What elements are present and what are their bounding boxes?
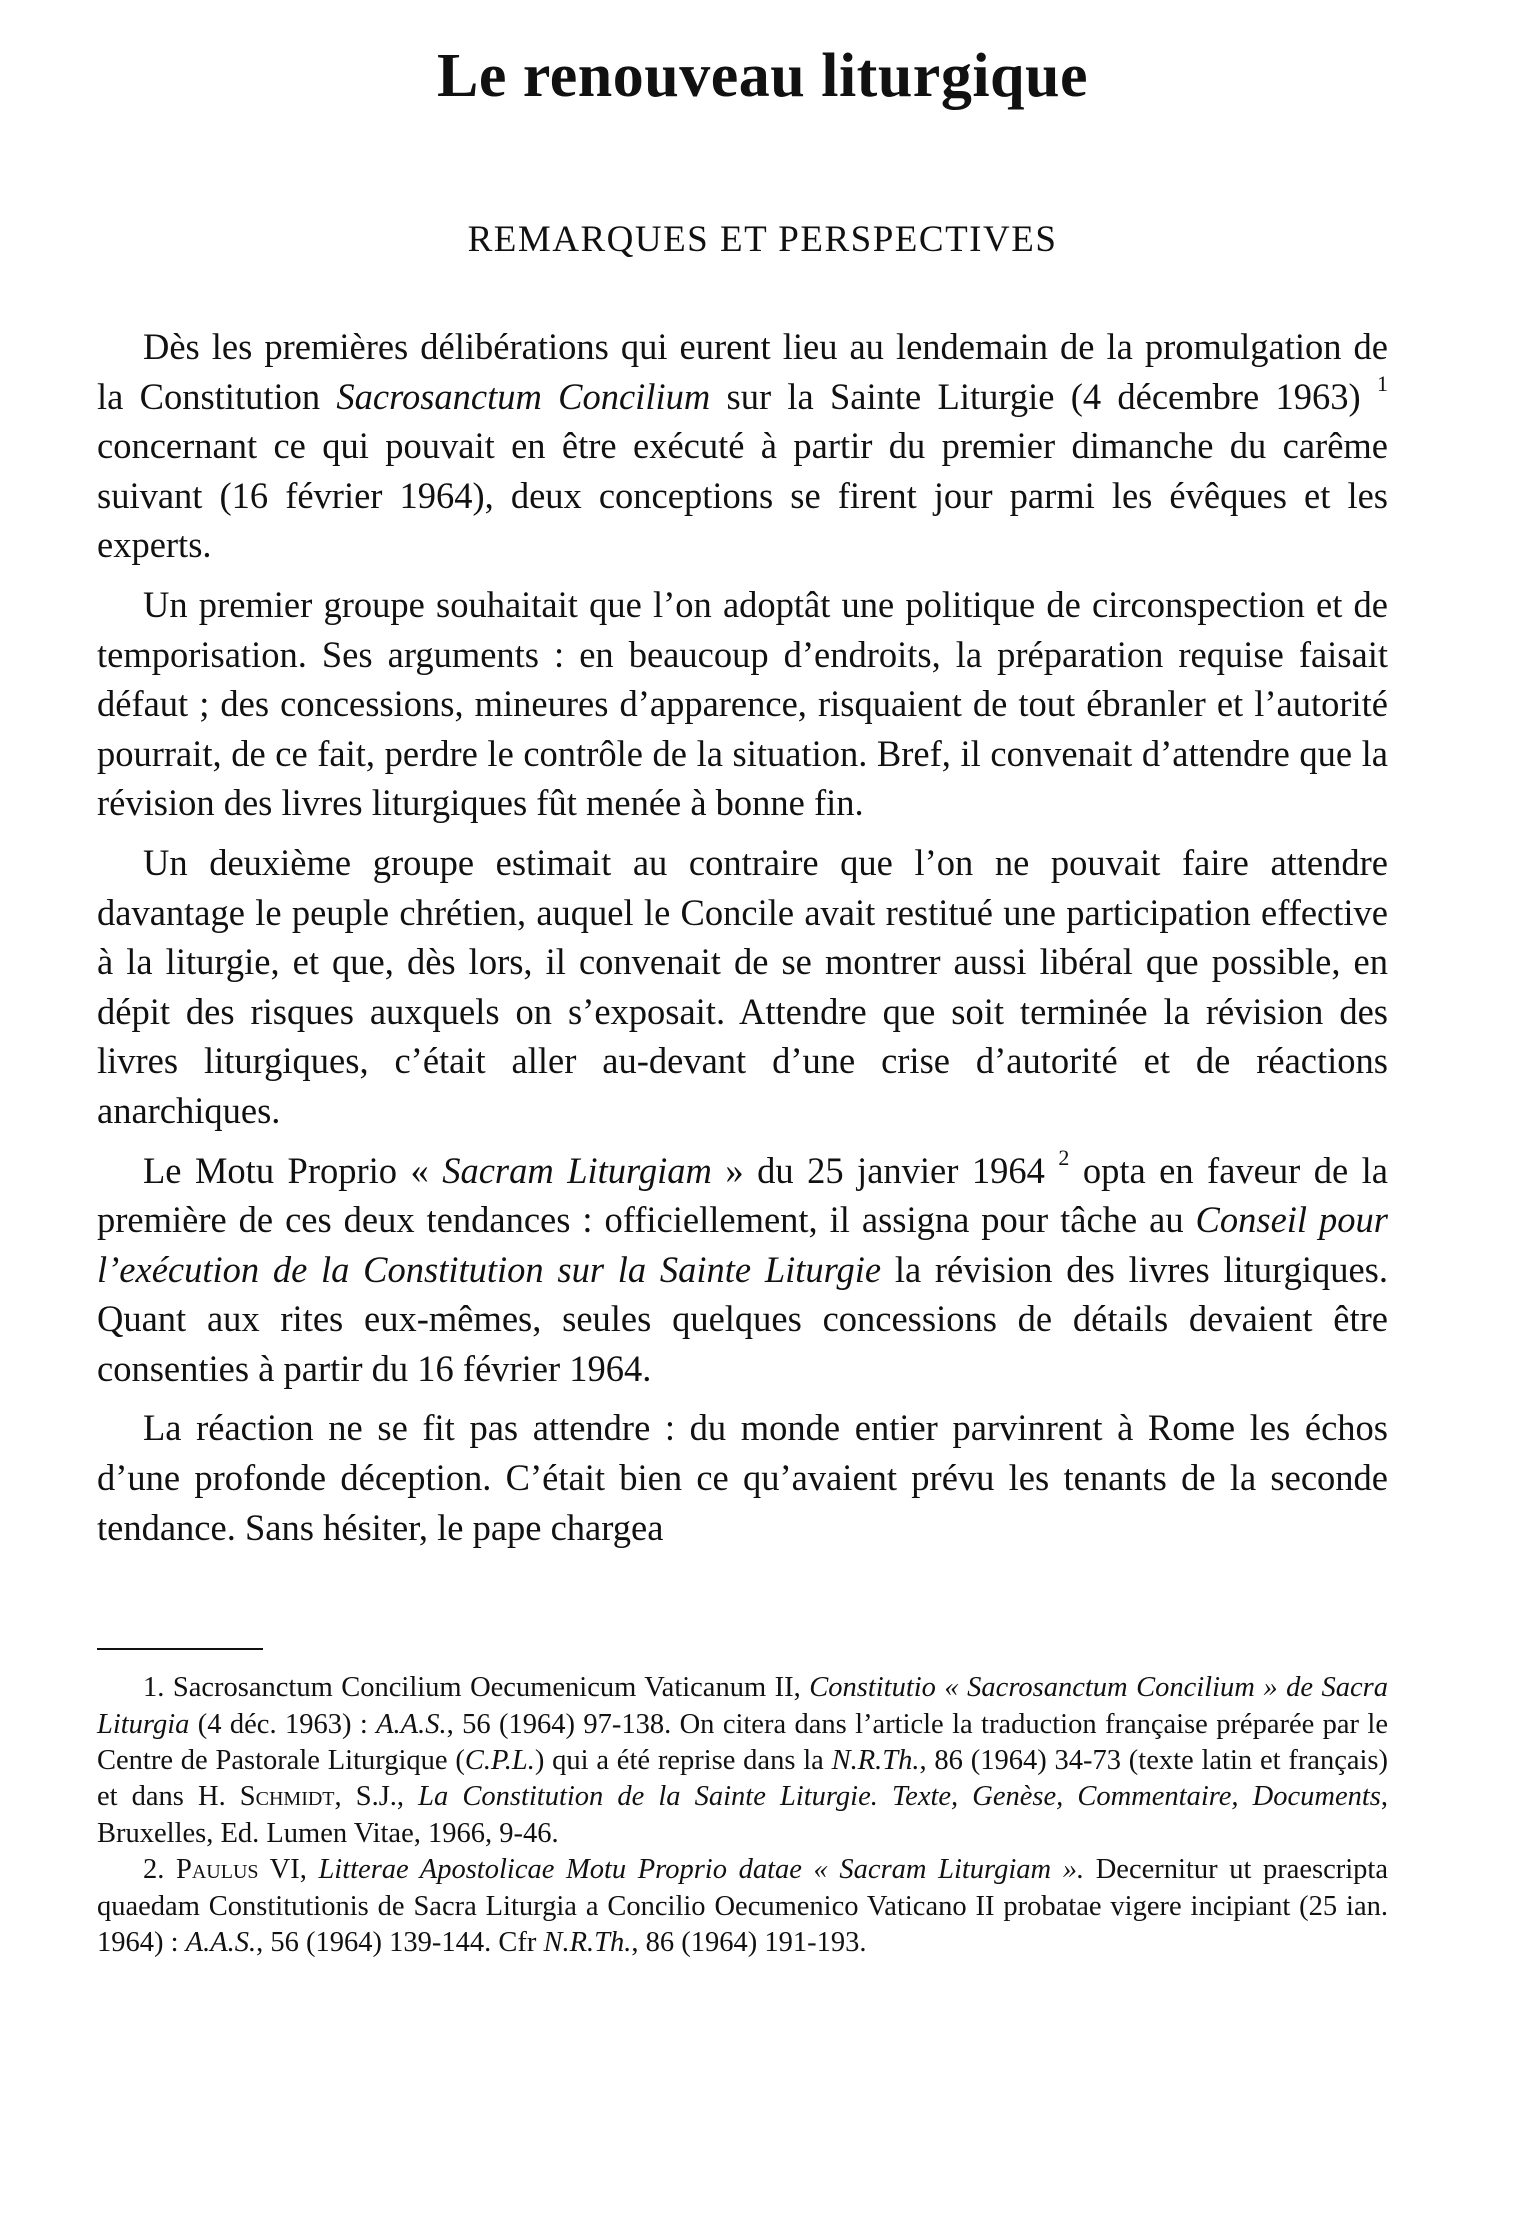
paragraph-2: Un premier groupe souhaitait que l’on adoptât une politique de circonspection et de temporisation. Ses arguments : en beaucoup d’endroits, la préparation requise faisait défaut ; des concessions, mineures d’apparence, risquaient de tout ébranler et l’autorité pourrait, de ce fait, perdre le contrôle de la situation. Bref, il convenait d’attendre que la révision des livres liturgiques fût menée à bonne fin. (97, 583, 1388, 824)
paragraph-4: Le Motu Proprio « Sacram Liturgiam » du 25 janvier 1964 $^2$ opta en faveur de la première de ces deux tendances : officiellement, il assigna pour tâche au Conseil pour l’exécution de la Constitution sur la Sainte Liturgie la révision des livres liturgiques. Quant aux rites eux-mêmes, seules quelques concessions de détails devaient être consenties à partir du 16 février 1964. (97, 1145, 1389, 1389)
page-title: Le renouveau liturgique (436, 42, 1089, 110)
footnote-2: 2. Paulus VI, Litterae Apostolicae Motu Proprio datae « Sacram Liturgiam ». Decernitur ut praescripta quaedam Constitutionis de Sacra Liturgia a Concilio Oecumenico Vaticano II probatae vigere incipiant (25 ian. 1964) : A.A.S., 56 (1964) 139-144. Cfr N.R.Th., 86 (1964) 191-193. (97, 1854, 1388, 1959)
footnote-ref-2: 2 (1058, 1145, 1070, 1171)
footnote-ref-1: 1 (1376, 371, 1388, 397)
emphasis-sacram-liturgiam: Sacram Liturgiam (442, 1149, 712, 1191)
footnotes (97, 1670, 1388, 1961)
paragraph-5: La réaction ne se fit pas attendre : du monde entier parvinrent à Rome les échos d’une profonde déception. C’était bien ce qu’avaient prévu les tenants de la seconde tendance. Sans hésiter, le pape chargea (97, 1407, 1388, 1548)
section-subtitle: REMARQUES ET PERSPECTIVES (467, 219, 1058, 260)
emphasis-conseil: Conseil pour l’exécution de la Constitution sur la Sainte Liturgie (97, 1199, 1388, 1290)
paragraph-1: Dès les premières délibérations qui eurent lieu au lendemain de la promulgation de la Constitution Sacrosanctum Concilium sur la Sainte Liturgie (4 décembre 1963) $^1$ concernant ce qui pouvait en être exécuté à partir du premier dimanche du carême suivant (16 février 1964), deux conceptions se firent jour parmi les évêques et les experts. (97, 326, 1388, 566)
emphasis-sacrosanctum: Sacrosanctum Concilium (336, 375, 711, 417)
footnote-1: 1. Sacrosanctum Concilium Oecumenicum Vaticanum II, Constitutio « Sacrosanctum Concilium » de Sacra Liturgia (4 déc. 1963) : A.A.S., 56 (1964) 97-138. On citera dans l’article la traduction française préparée par le Centre de Pastorale Liturgique (C.P.L.) qui a été reprise dans la N.R.Th., 86 (1964) 34-73 (texte latin et français) et dans H. Schmidt, S.J., La Constitution de la Sainte Liturgie. Texte, Genèse, Commentaire, Documents, Bruxelles, Ed. Lumen Vitae, 1966, 9-46. (97, 1672, 1389, 1849)
footnote-divider (97, 1648, 263, 1650)
paragraph-3: Un deuxième groupe estimait au contraire que l’on ne pouvait faire attendre davantage le peuple chrétien, auquel le Concile avait restitué une participation effective à la liturgie, et que, dès lors, il convenait de se montrer aussi libéral que possible, en dépit des risques auxquels on s’exposait. Attendre que soit terminée la révision des livres liturgiques, c’était aller au-devant d’une crise d’autorité et de réactions anarchiques. (97, 841, 1388, 1131)
body-text (97, 322, 1388, 1552)
